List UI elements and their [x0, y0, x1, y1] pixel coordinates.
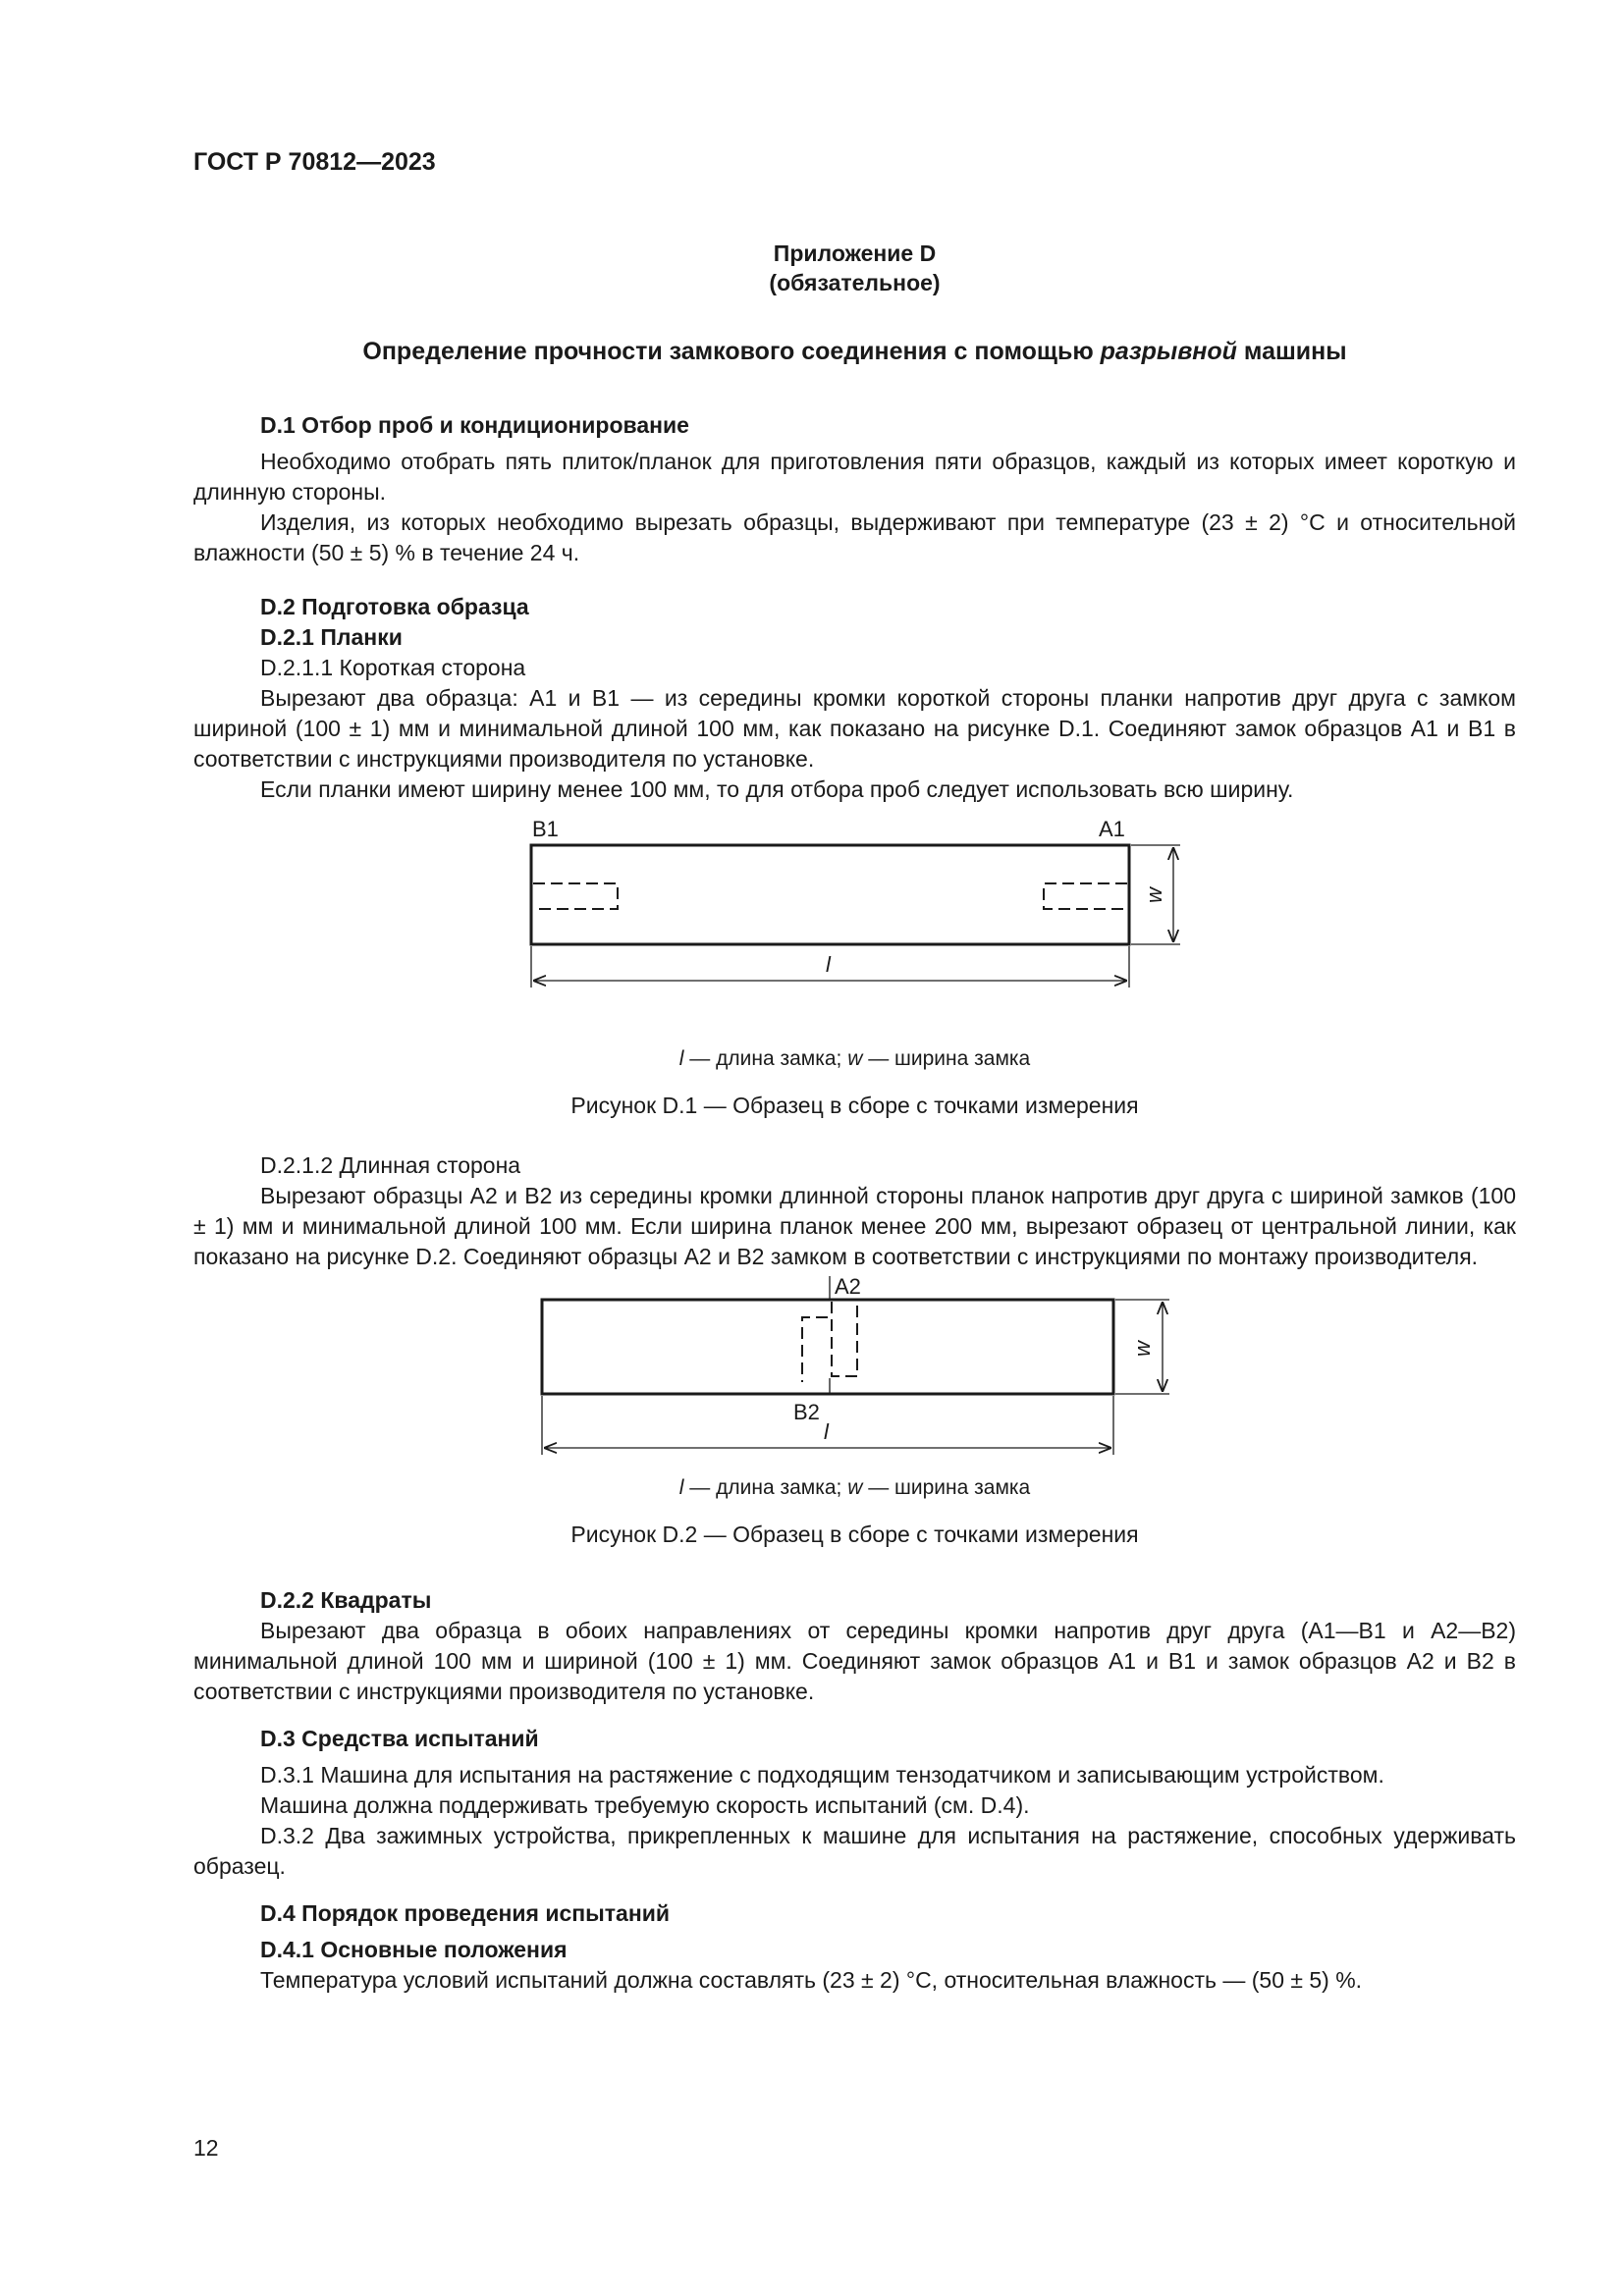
figure-d1-lock-a1	[1044, 883, 1127, 909]
figure-d2-label-l: l	[824, 1419, 829, 1444]
figure-d1-lock-b1	[533, 883, 618, 909]
section-d2-heading: D.2 Подготовка образца	[260, 594, 529, 619]
section-d41-heading: D.4.1 Основные положения	[260, 1937, 568, 1962]
legend-l-symbol: l	[678, 1476, 684, 1499]
section-d3-paragraph-1: D.3.1 Машина для испытания на растяжение с подходящим тензодатчиком и записывающим устройством.	[260, 1762, 1384, 1788]
section-d21-heading: D.2.1 Планки	[260, 624, 403, 650]
legend-l-text: — длина замка;	[683, 1047, 848, 1070]
section-d4-heading: D.4 Порядок проведения испытаний	[260, 1900, 671, 1926]
figure-d2-label-a2: А2	[835, 1274, 861, 1299]
section-d1-heading: D.1 Отбор проб и кондиционирование	[260, 412, 689, 438]
figure-d2-lock-b2	[802, 1317, 828, 1382]
section-d41-paragraph-1: Температура условий испытаний должна составлять (23 ± 2) °С, относительная влажность — (50 ± 5) %.	[260, 1967, 1363, 1993]
section-d22-heading: D.2.2 Квадраты	[260, 1587, 432, 1613]
figure-d2-lock-a2	[832, 1302, 857, 1376]
figure-d2-label-b2: В2	[793, 1400, 820, 1424]
title-part-2: машины	[1236, 338, 1347, 365]
legend-w-symbol: w	[847, 1476, 863, 1499]
figure-d1-caption: Рисунок D.1 — Образец в сборе с точками измерения	[570, 1093, 1139, 1118]
section-d211-paragraph-1: Вырезают два образца: А1 и В1 — из середины кромки короткой стороны планки напротив друг друга с замком шириной (100 ± 1) мм и минимальной длиной 100 мм, как показано на рисунке D.1. Соединяют замок образцов А1 и В1 в соответствии с инструкциями производителя по установке.	[193, 685, 1516, 772]
figure-d2-label-w: w	[1130, 1341, 1155, 1357]
appendix-status: (обязательное)	[769, 270, 941, 295]
figure-d2-drawing	[193, 1272, 1516, 1461]
figure-d2-legend	[193, 1472, 1516, 1503]
section-d3-heading: D.3 Средства испытаний	[260, 1726, 539, 1751]
legend-l-symbol: l	[678, 1047, 684, 1070]
figure-d1-label-l: l	[826, 952, 831, 977]
figure-d2-plank-outline	[542, 1300, 1113, 1394]
title-italic-part: разрывной	[1100, 338, 1237, 365]
figure-d1	[193, 813, 1516, 1027]
document-page	[193, 147, 1516, 1996]
section-d211-heading: D.2.1.1 Короткая сторона	[260, 655, 526, 680]
appendix-heading	[193, 239, 1516, 297]
section-d3-paragraph-2: Машина должна поддерживать требуемую скорость испытаний (см. D.4).	[260, 1792, 1030, 1818]
appendix-title	[193, 337, 1516, 367]
section-d212-heading: D.2.1.2 Длинная сторона	[260, 1152, 521, 1178]
figure-d1-label-w: w	[1142, 887, 1166, 903]
figure-d2	[193, 1272, 1516, 1461]
figure-d2-caption: Рисунок D.2 — Образец в сборе с точками измерения	[570, 1522, 1139, 1547]
figure-d1-drawing	[193, 813, 1516, 1027]
title-part-1: Определение прочности замкового соединения с помощью	[362, 338, 1101, 365]
section-d22-paragraph-1: Вырезают два образца в обоих направлениях от середины кромки напротив друг друга (А1—В1 и А2—В2) минимальной длиной 100 мм и шириной (100 ± 1) мм. Соединяют замок образцов А1 и В1 и замок образцов А2 и В2 в соответствии с инструкциями производителя по установке.	[193, 1618, 1516, 1704]
figure-d1-legend	[193, 1043, 1516, 1074]
legend-w-text: — ширина замка	[862, 1047, 1031, 1070]
legend-l-text: — длина замка;	[683, 1476, 848, 1499]
appendix-label: Приложение D	[773, 240, 937, 266]
figure-d1-label-b1: В1	[532, 817, 559, 841]
section-d211-paragraph-2: Если планки имеют ширину менее 100 мм, то для отбора проб следует использовать всю ширину.	[260, 776, 1294, 802]
section-d1-paragraph-1: Необходимо отобрать пять плиток/планок для приготовления пяти образцов, каждый из которых имеет короткую и длинную стороны.	[193, 449, 1516, 505]
document-header: ГОСТ Р 70812—2023	[193, 148, 436, 176]
page-number: 12	[193, 2135, 219, 2161]
legend-w-symbol: w	[847, 1047, 863, 1070]
figure-d1-label-a1: А1	[1099, 817, 1125, 841]
section-d1-paragraph-2: Изделия, из которых необходимо вырезать образцы, выдерживают при температуре (23 ± 2) °С и относительной влажности (50 ± 5) % в течение 24 ч.	[193, 509, 1516, 565]
section-d212-paragraph-1: Вырезают образцы А2 и В2 из середины кромки длинной стороны планок напротив друг друга с шириной замков (100 ± 1) мм и минимальной длиной 100 мм. Если ширина планок менее 200 мм, вырезают образец от центральной линии, как показано на рисунке D.2. Соединяют образцы А2 и В2 замком в соответствии с инструкциями по монтажу производителя.	[193, 1183, 1516, 1269]
figure-d1-plank-outline	[531, 845, 1129, 944]
section-d3-paragraph-3: D.3.2 Два зажимных устройства, прикрепленных к машине для испытания на растяжение, способных удерживать образец.	[193, 1823, 1516, 1879]
legend-w-text: — ширина замка	[862, 1476, 1031, 1499]
